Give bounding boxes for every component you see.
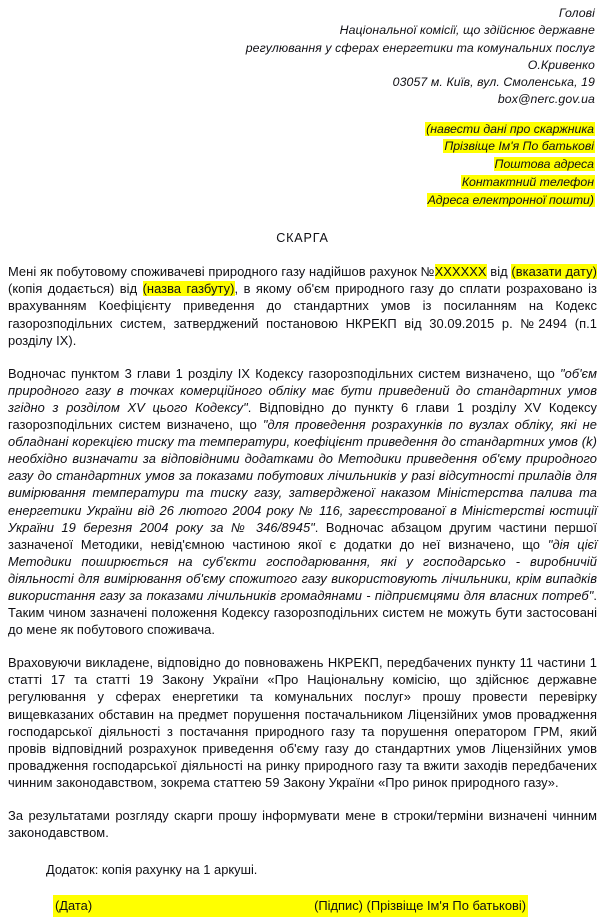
addressee-address-line: 03057 м. Київ, вул. Смоленська, 19 [392, 75, 595, 90]
p1-seg4: , в якому об'єм природного газу до сплати розраховано із врахуванням Коефіцієнту приведення до стандартних умов із посиланням на Кодекс газорозподільних систем, затверджений постановою НКРЕКП від 30.09.2015 р. №2494 (п.1 розділу IX). [8, 281, 598, 348]
complainant-placeholder-block [8, 121, 597, 210]
complainant-line-3-text: Поштова адреса [494, 157, 594, 172]
signature-name-placeholder: (Підпис) (Прізвіще Ім'я По батькові) [314, 898, 526, 914]
signature-date-placeholder: (Дата) [55, 898, 93, 914]
p2-quote2: "для проведення розрахунків по вузлах обліку, які не обладнані корекцією тиску та температури, коефіцієнт приведення до стандартних умов (k) необхідно визначати за відповідними додатками до Методики приведення об'єму природного газу до стандартних умов за показами побутових лічильників у разі відсутності приладів для вимірювання температури та тиску газу, затвердженої наказом Міністерства палива та енергетики України від 26 лютого 2004 року № 116, зареєстрованої в Міністерстві юстиції України 19 березня 2004 року за № 346/8945" [8, 417, 597, 535]
signature-line [53, 895, 528, 917]
addressee-line-2: Національної комісії, що здійснює державне [339, 23, 595, 38]
p2-quote3: "дія цієї Методики поширюється на суб'єкти господарювання, які у господарсько - виробничій діяльності для вимірювання об'єму спожитого газу використовують лічильники, крім випадків використання газу за показами лічильників громадянами - підприємцями для власних потреб" [8, 536, 597, 603]
complainant-line-1-text: (навести дані про скаржника [426, 121, 594, 136]
complainant-line-4 [8, 174, 595, 192]
p1-seg2: від [486, 264, 512, 280]
complainant-line-2 [8, 138, 595, 156]
p2-seg4: . Таким чином зазначені положення Кодексу газорозподільних систем не можуть бути застосовані до мене як побутового споживача. [8, 587, 597, 638]
complainant-line-3 [8, 156, 595, 174]
document-title: СКАРГА [276, 231, 329, 246]
complainant-line-4-text: Контактний телефон [461, 174, 594, 189]
p2-seg3: . Водночас абзацом другим частини першої зазначеної Методики, невід'ємною частиною якої є додатки до неї визначено, що [8, 519, 597, 552]
addressee-block [8, 0, 597, 109]
complainant-line-5 [8, 192, 595, 210]
p1-date-placeholder: (вказати дату) [511, 264, 597, 280]
paragraph-request: Враховуючи викладене, відповідно до повноважень НКРЕКП, передбачених пункту 11 частини 1 статті 17 та статті 19 Закону України «Про Національну комісію, що здійснює державне регулювання у сферах енергетики та комунальних послуг» прошу провести перевірку вищевказаних обставин на предмет порушення постачальником Ліцензійних умов провадження господарської діяльності з постачання природного газу та порушення оператором ГРМ, який провів відповідний розрахунок приведення об'єму газу до стандартних умов Ліцензійних умов провадження господарської діяльності на ринку природного газу та вжити заходів передбачених чинним законодавством, зокрема статтею 59 Закону України «Про ринок природного газу». [8, 655, 597, 790]
p1-seg1: Мені як побутовому споживачеві природного газу надійшов рахунок № [8, 264, 435, 280]
p2-seg2: . Відповідно до пункту 6 глави 1 розділу XV Кодексу газорозподільних систем визначено, що [8, 399, 597, 433]
p2-quote1: "об'єм природного газу в точках комерційного обліку має бути приведений до стандартних умов згідно з розділом XV цього Кодексу" [8, 365, 597, 415]
paragraph-legal-citations [8, 365, 597, 639]
p1-seg3: (копія додається) від [8, 281, 143, 297]
paragraph-inform-request: За результатами розгляду скарги прошу інформувати мене в строки/терміни визначені чинним законодавством. [8, 808, 597, 841]
attachment-line: Додаток: копія рахунку на 1 аркуші. [46, 862, 258, 878]
p1-supplier-placeholder: (назва газбуту) [142, 281, 235, 297]
complainant-line-1 [8, 121, 595, 139]
addressee-line-1: Голові [558, 6, 595, 20]
paragraph-invoice-details [8, 263, 597, 348]
p1-account-placeholder: XXXXXX [434, 264, 487, 280]
addressee-email-line: box@nerc.gov.ua [497, 92, 595, 107]
addressee-line-3: регулювання у сферах енергетики та комунальних послуг [245, 40, 595, 55]
complainant-line-2-text: Прізвіще Ім'я По батькові [444, 139, 594, 154]
p2-seg1: Водночас пунктом 3 глави 1 розділу IX Кодексу газорозподільних систем визначено, що [8, 365, 561, 381]
complainant-line-5-text: Адреса електронної пошти) [427, 192, 594, 207]
addressee-line-4: О.Кривенко [527, 57, 595, 72]
